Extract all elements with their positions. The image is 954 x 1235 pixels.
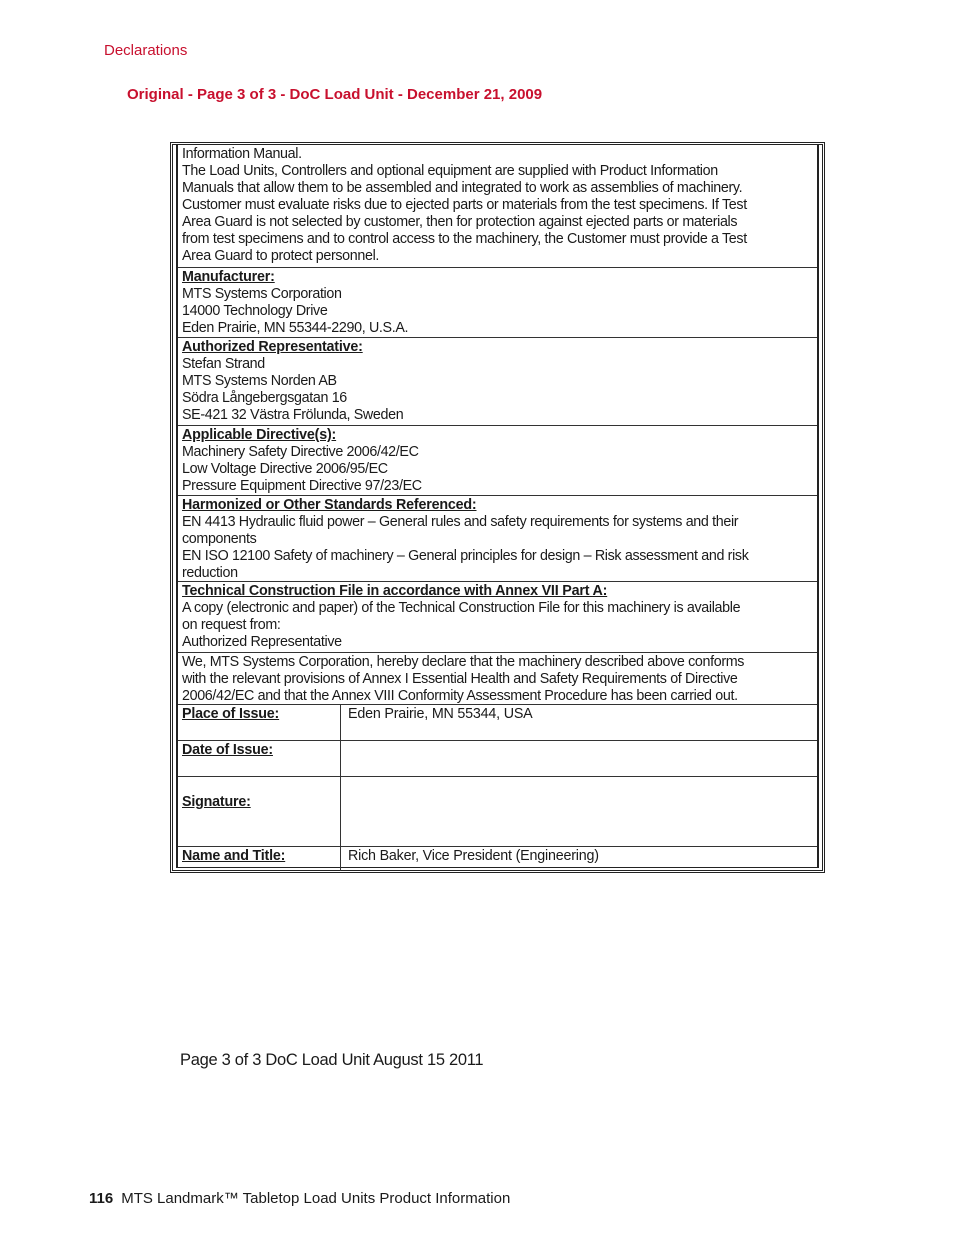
directives-heading: Applicable Directive(s):	[182, 427, 337, 443]
text-line: Stefan Strand	[182, 356, 265, 372]
text-line: reduction	[182, 565, 238, 581]
column-divider	[340, 705, 341, 740]
text-line: MTS Systems Corporation	[182, 286, 342, 302]
name-and-title-row	[178, 847, 817, 871]
representative-section	[178, 338, 817, 426]
text-line: The Load Units, Controllers and optional equipment are supplied with Product Information	[182, 163, 718, 179]
text-line: SE-421 32 Västra Frölunda, Sweden	[182, 407, 404, 423]
representative-heading: Authorized Representative:	[182, 339, 363, 355]
text-line: Authorized Representative	[182, 634, 342, 650]
name-and-title-value: Rich Baker, Vice President (Engineering)	[348, 848, 599, 864]
technical-file-heading: Technical Construction File in accordance with Annex VII Part A:	[182, 583, 608, 599]
technical-file-section	[178, 582, 817, 653]
text-line: Manuals that allow them to be assembled and integrated to work as assemblies of machinery.	[182, 180, 743, 196]
date-of-issue-row	[178, 741, 817, 777]
text-line: on request from:	[182, 617, 281, 633]
text-line: Low Voltage Directive 2006/95/EC	[182, 461, 388, 477]
standards-heading: Harmonized or Other Standards Referenced:	[182, 497, 477, 513]
scanned-page-stamp: Page 3 of 3 DoC Load Unit August 15 2011	[180, 1051, 484, 1069]
column-divider	[340, 777, 341, 846]
text-line: Area Guard is not selected by customer, then for protection against ejected parts or materials	[182, 214, 738, 230]
text-line: Machinery Safety Directive 2006/42/EC	[182, 444, 419, 460]
declaration-table	[170, 142, 825, 873]
column-divider	[340, 847, 341, 871]
text-line: MTS Systems Norden AB	[182, 373, 337, 389]
text-line: from test specimens and to control access to the machinery, the Customer must provide a Test	[182, 231, 747, 247]
declaration-section	[178, 653, 817, 705]
text-line: EN ISO 12100 Safety of machinery – General principles for design – Risk assessment and risk	[182, 548, 749, 564]
text-line: 2006/42/EC and that the Annex VIII Conformity Assessment Procedure has been carried out.	[182, 688, 738, 704]
signature-label: Signature:	[182, 794, 251, 810]
section-header: Declarations	[104, 42, 188, 59]
directives-section	[178, 426, 817, 496]
text-line: A copy (electronic and paper) of the Technical Construction File for this machinery is available	[182, 600, 741, 616]
date-of-issue-label: Date of Issue:	[182, 742, 273, 758]
text-line: with the relevant provisions of Annex I Essential Health and Safety Requirements of Directive	[182, 671, 738, 687]
signature-row	[178, 777, 817, 847]
document-title: Original - Page 3 of 3 - DoC Load Unit - December 21, 2009	[127, 86, 543, 103]
place-of-issue-value: Eden Prairie, MN 55344, USA	[348, 706, 533, 722]
footer-text: MTS Landmark™ Tabletop Load Units Product Information	[121, 1190, 511, 1207]
name-and-title-label: Name and Title:	[182, 848, 286, 864]
manufacturer-heading: Manufacturer:	[182, 269, 275, 285]
standards-section	[178, 496, 817, 582]
text-line: Area Guard to protect personnel.	[182, 248, 380, 264]
text-line: 14000 Technology Drive	[182, 303, 328, 319]
text-line: EN 4413 Hydraulic fluid power – General rules and safety requirements for systems and their	[182, 514, 739, 530]
text-line: Pressure Equipment Directive 97/23/EC	[182, 478, 422, 494]
text-line: Eden Prairie, MN 55344-2290, U.S.A.	[182, 320, 409, 336]
page-number: 116	[89, 1190, 114, 1207]
text-line: Södra Långebergsgatan 16	[182, 390, 347, 406]
column-divider	[340, 741, 341, 776]
text-line: Customer must evaluate risks due to ejected parts or materials from the test specimens. If Test	[182, 197, 747, 213]
text-line: Information Manual.	[182, 146, 302, 162]
manufacturer-section	[178, 268, 817, 338]
text-line: components	[182, 531, 257, 547]
place-of-issue-row	[178, 705, 817, 741]
place-of-issue-label: Place of Issue:	[182, 706, 280, 722]
page-footer	[89, 1190, 510, 1207]
text-line: We, MTS Systems Corporation, hereby declare that the machinery described above conforms	[182, 654, 745, 670]
intro-section	[178, 145, 817, 268]
